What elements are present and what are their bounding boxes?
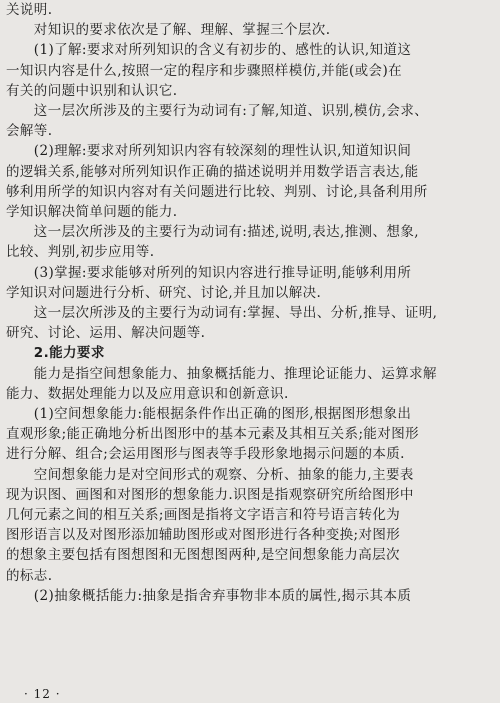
text-line: 的想象主要包括有图想图和无图想图两种,是空间想象能力高层次: [6, 547, 400, 564]
text-line: 会解等.: [6, 123, 53, 140]
text-line: 这一层次所涉及的主要行为动词有:描述,说明,表达,推测、想象,: [6, 224, 419, 241]
text-line: 比较、判别,初步应用等.: [6, 244, 155, 261]
text-line: 能力是指空间想象能力、抽象概括能力、推理论证能力、运算求解: [6, 365, 437, 382]
section-heading: 2.能力要求: [6, 345, 105, 362]
text-line: (2)抽象概括能力:抽象是指舍弃事物非本质的属性,揭示其本质: [6, 587, 412, 604]
page-number: · 12 ·: [24, 687, 61, 701]
text-line: 空间想象能力是对空间形式的观察、分析、抽象的能力,主要表: [6, 466, 414, 483]
text-line: 直观形象;能正确地分析出图形中的基本元素及其相互关系;能对图形: [6, 426, 419, 443]
text-line: (2)理解:要求对所列知识内容有较深刻的理性认识,知道知识间: [6, 143, 412, 160]
text-line: 能力、数据处理能力以及应用意识和创新意识.: [6, 385, 289, 402]
text-line: 现为识图、画图和对图形的想象能力.识图是指观察研究所给图形中: [6, 486, 414, 503]
text-line: 进行分解、组合;会运用图形与图表等手段形象地揭示问题的本质.: [6, 446, 405, 463]
text-line: 几何元素之间的相互关系;画图是指将文字语言和符号语言转化为: [6, 507, 401, 524]
text-line: 有关的问题中识别和认识它.: [6, 82, 178, 99]
text-line: (1)了解:要求对所列知识的含义有初步的、感性的认识,知道这: [6, 42, 412, 59]
text-line: 对知识的要求依次是了解、理解、掌握三个层次.: [6, 22, 331, 39]
text-line: 研究、讨论、运用、解决问题等.: [6, 325, 206, 342]
text-line: 这一层次所涉及的主要行为动词有:掌握、导出、分析,推导、证明,: [6, 305, 438, 322]
text-line: 一知识内容是什么,按照一定的程序和步骤照样模仿,并能(或会)在: [6, 62, 403, 79]
text-line: 图形语言以及对图形添加辅助图形或对图形进行各种变换;对图形: [6, 527, 401, 544]
text-line: 这一层次所涉及的主要行为动词有:了解,知道、识别,模仿,会求、: [6, 103, 429, 120]
text-line: 的标志.: [6, 567, 53, 584]
text-line: 够利用所学的知识内容对有关问题进行比较、判别、讨论,具备利用所: [6, 183, 428, 200]
text-line: 学知识对问题进行分析、研究、讨论,并且加以解决.: [6, 284, 322, 301]
text-line: (3)掌握:要求能够对所列的知识内容进行推导证明,能够利用所: [6, 264, 412, 281]
text-line: 学知识解决简单问题的能力.: [6, 204, 178, 221]
text-line: (1)空间想象能力:能根据条件作出正确的图形,根据图形想象出: [6, 406, 412, 423]
text-line: 的逻辑关系,能够对所列知识作正确的描述说明并用数学语言表达,能: [6, 163, 419, 180]
text-line: 关说明.: [6, 2, 53, 18]
